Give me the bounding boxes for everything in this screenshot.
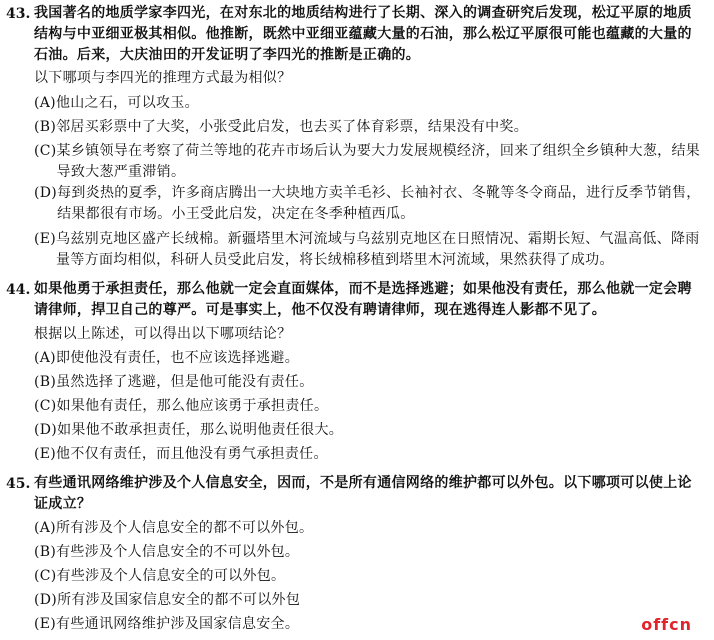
- offcn-watermark: offcn: [641, 615, 692, 634]
- option-letter: (B): [34, 544, 57, 560]
- option-text: 如果他不敢承担责任，那么说明他责任很大。: [57, 422, 344, 438]
- question-45-option-b: [34, 542, 702, 563]
- option-letter: (A): [34, 520, 56, 536]
- question-43-option-e: [34, 229, 702, 271]
- option-letter: (A): [34, 95, 56, 111]
- question-43-option-c: [34, 141, 702, 183]
- option-letter: (D): [34, 422, 58, 438]
- question-43-number: 43.: [6, 6, 31, 22]
- option-text: 虽然选择了逃避，但是他可能没有责任。: [56, 374, 314, 390]
- question-44-number: 44.: [6, 282, 31, 298]
- option-letter: (B): [34, 374, 57, 390]
- question-45-option-e: [34, 614, 702, 635]
- option-letter: (C): [34, 568, 57, 584]
- question-44-option-c: [34, 396, 702, 417]
- option-text: 有些涉及个人信息安全的可以外包。: [56, 568, 286, 584]
- question-44-option-e: [34, 444, 702, 465]
- option-text: 如果他有责任，那么他应该勇于承担责任。: [56, 398, 329, 414]
- question-43-option-a: [34, 93, 702, 114]
- option-letter: (D): [34, 592, 58, 608]
- question-44-prompt: 根据以上陈述，可以得出以下哪项结论？: [34, 326, 292, 342]
- option-letter: (A): [34, 350, 56, 366]
- option-text: 每到炎热的夏季，许多商店腾出一大块地方卖羊毛衫、长袖衬衣、冬靴等冬令商品，进行反季节销售，结果都很有市场。小王受此启发，决定在冬季种植西瓜。: [57, 185, 701, 222]
- option-text: 邻居买彩票中了大奖，小张受此启发，也去买了体育彩票，结果没有中奖。: [56, 119, 529, 135]
- question-43-prompt: 以下哪项与李四光的推理方式最为相似？: [34, 70, 292, 86]
- question-44-stem: 如果他勇于承担责任，那么他就一定会直面媒体，而不是选择逃避；如果他没有责任，那么他就一定会聘请律师，捍卫自己的尊严。可是事实上，他不仅没有聘请律师，现在逃得连人影都不见了。: [34, 281, 692, 318]
- option-letter: (E): [34, 446, 57, 462]
- option-text: 乌兹别克地区盛产长绒棉。新疆塔里木河流域与乌兹别克地区在日照情况、霜期长短、气温高低、降雨量等方面均相似，科研人员受此启发，将长绒棉移植到塔里木河流域，果然获得了成功。: [56, 231, 700, 268]
- option-text: 所有涉及个人信息安全的都不可以外包。: [55, 520, 314, 536]
- option-letter: (D): [34, 185, 58, 201]
- option-text: 某乡镇领导在考察了荷兰等地的花卉市场后认为要大力发展规模经济，回来了组织全乡镇种大葱，结果导致大葱严重滞销。: [56, 143, 701, 180]
- question-43-option-d: [34, 183, 702, 225]
- option-text: 他不仅有责任，而且他没有勇气承担责任。: [56, 446, 328, 462]
- option-letter: (E): [34, 231, 57, 247]
- option-letter: (C): [34, 143, 57, 159]
- option-text: 有些涉及个人信息安全的不可以外包。: [56, 544, 300, 560]
- question-44-option-b: [34, 372, 702, 393]
- option-letter: (B): [34, 119, 57, 135]
- question-44-option-d: [34, 420, 702, 441]
- question-43-option-b: [34, 117, 702, 138]
- question-44-option-a: [34, 348, 702, 369]
- option-letter: (C): [34, 398, 57, 414]
- question-45-stem: 有些通讯网络维护涉及个人信息安全，因而，不是所有通信网络的维护都可以外包。以下哪项可以使上论证成立？: [34, 475, 692, 512]
- question-45-option-a: [34, 518, 702, 539]
- option-text: 他山之石，可以攻玉。: [55, 95, 199, 111]
- question-45-option-d: [34, 590, 702, 611]
- question-43-stem: 我国著名的地质学家李四光，在对东北的地质结构进行了长期、深入的调查研究后发现，松辽平原的地质结构与中亚细亚极其相似。他推断，既然中亚细亚蕴藏大量的石油，那么松辽平原很可能也蕴藏的大量的石油。后来，大庆油田的开发证明了李四光的推断是正确的。: [34, 5, 692, 63]
- question-45-option-c: [34, 566, 702, 587]
- option-text: 即使他没有责任，也不应该选择逃避。: [55, 350, 300, 366]
- option-letter: (E): [34, 616, 57, 632]
- question-45-number: 45.: [6, 476, 31, 492]
- option-text: 有些通讯网络维护涉及国家信息安全。: [56, 616, 300, 632]
- option-text: 所有涉及国家信息安全的都不可以外包: [57, 592, 301, 608]
